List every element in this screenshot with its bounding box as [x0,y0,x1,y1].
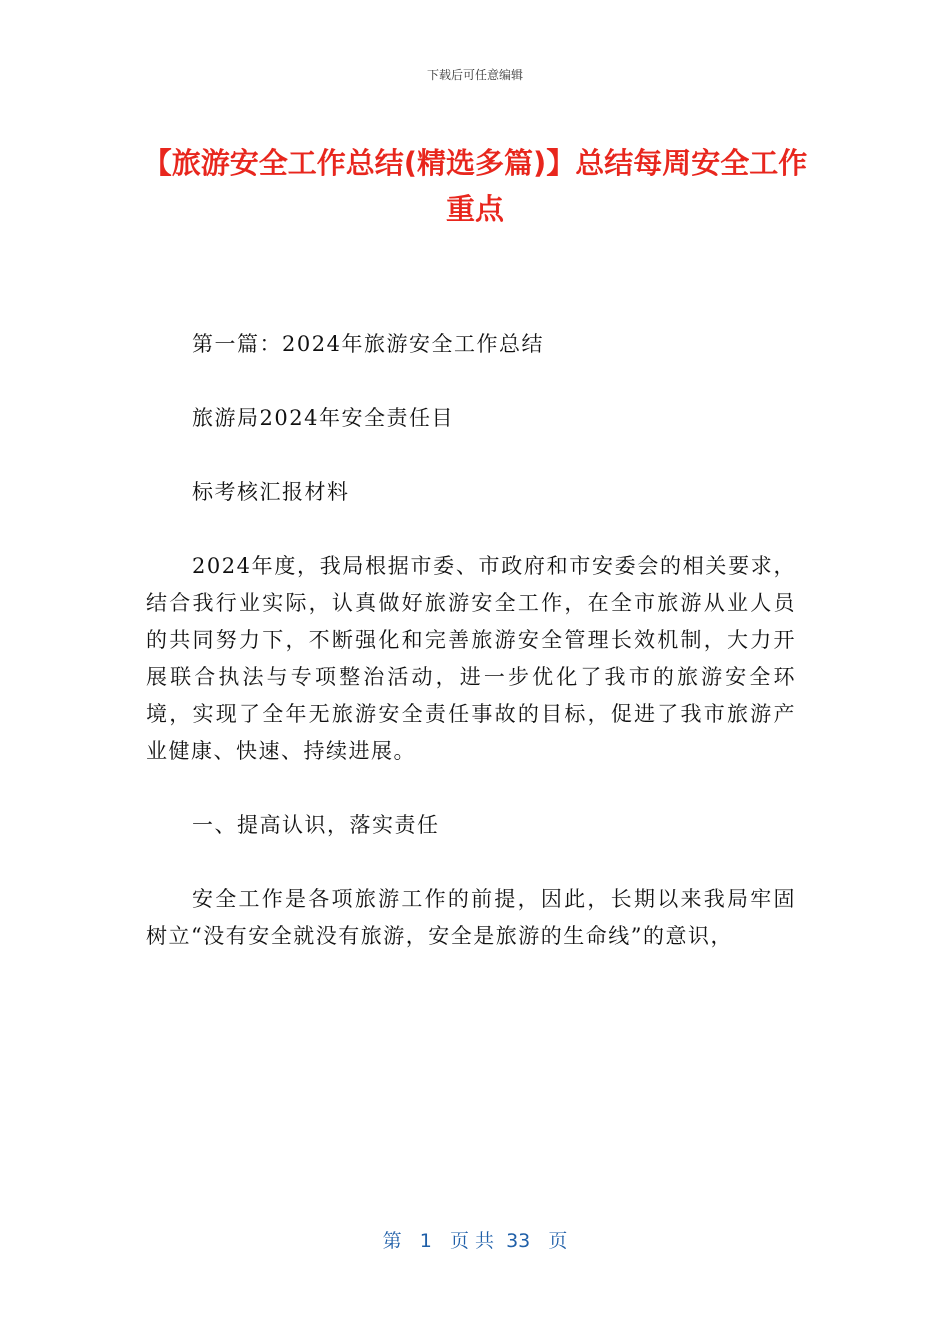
page-label-mid: 页 共 [449,1230,494,1252]
document-body [146,326,796,992]
paragraph: 2024年度，我局根据市委、市政府和市安委会的相关要求，结合我行业实际，认真做好旅游安全工作，在全市旅游从业人员的共同努力下，不断强化和完善旅游安全管理长效机制，大力开展联合执法与专项整治活动，进一步优化了我市的旅游安全环境，实现了全年无旅游安全责任事故的目标，促进了我市旅游产业健康、快速、持续进展。 [146,554,796,763]
page-label-prefix: 第 [382,1230,402,1252]
total-pages-number: 33 [506,1230,531,1252]
paragraph: 标考核汇报材料 [192,480,350,504]
section-heading: 一、提高认识，落实责任 [192,813,440,837]
page-footer [0,1226,950,1253]
paragraph: 安全工作是各项旅游工作的前提，因此，长期以来我局牢固树立“没有安全就没有旅游，安全是旅游的生命线”的意识， [146,887,796,948]
paragraph: 第一篇：2024年旅游安全工作总结 [192,332,544,356]
paragraph: 旅游局2024年安全责任目 [192,406,454,430]
page-label-suffix: 页 [548,1230,568,1252]
header-note: 下载后可任意编辑 [426,68,523,82]
document-title: 【旅游安全工作总结(精选多篇)】总结每周安全工作重点 [142,146,808,226]
current-page-number: 1 [419,1230,432,1252]
